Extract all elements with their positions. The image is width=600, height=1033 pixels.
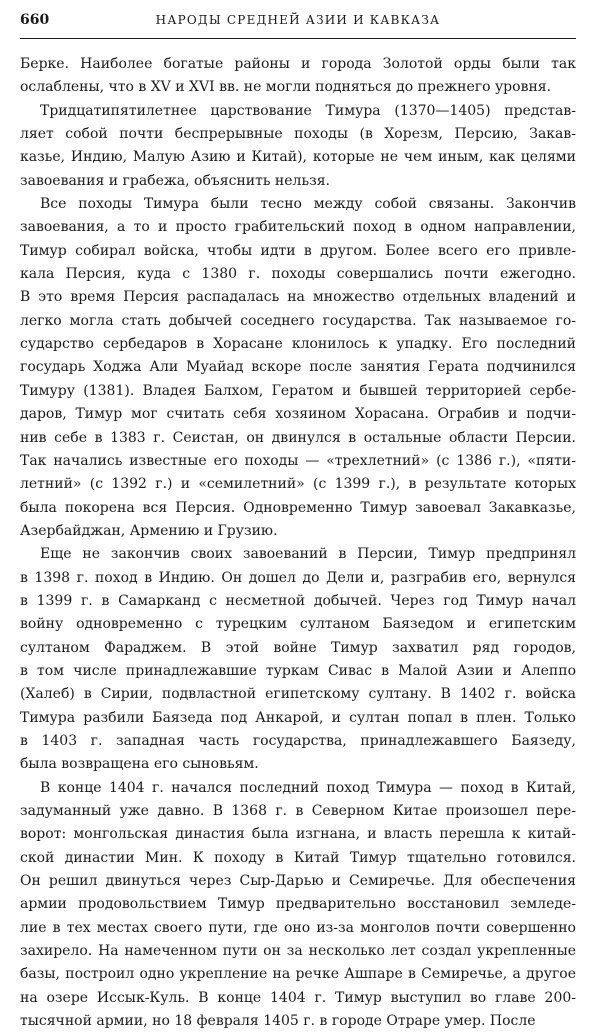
- text-line: завоевания и грабежа, объяснить нельзя.: [20, 172, 330, 189]
- text-line: сударство сербедаров в Хорасане клонилось к упадку. Его последний: [20, 336, 576, 353]
- text-line: была покорена вся Персия. Одновременно Тимур завоевал Закавказье,: [20, 499, 576, 516]
- text-line: Тимуру (1381). Владея Балхом, Гератом и бывшей территорией сербе-: [20, 382, 576, 399]
- text-line: Так начались известные его походы — «трехлетний» (с 1386 г.), «пяти-: [20, 452, 576, 469]
- text-line: завоевания, а то и просто грабительский поход в одном направлении,: [20, 219, 576, 236]
- page-body: [20, 53, 576, 1033]
- paragraph: [20, 543, 576, 776]
- paragraph: [20, 100, 576, 193]
- text-line: Тимур собирал войска, чтобы идти в другом. Более всего его привле-: [20, 242, 576, 259]
- text-line: султаном Фараджем. В этой войне Тимур захватил ряд городов,: [20, 639, 576, 656]
- book-page: [20, 12, 576, 1033]
- text-line: кала Персия, куда с 1380 г. походы совершались почти ежегодно.: [20, 266, 576, 283]
- text-line: в 1403 г. западная часть государства, принадлежавшего Баязеду,: [20, 732, 576, 749]
- page-number: 660: [20, 12, 50, 28]
- paragraph: [20, 193, 576, 543]
- text-line: ослаблены, что в XV и XVI вв. не могли подняться до прежнего уровня.: [20, 79, 552, 96]
- text-line: Еще не закончив своих завоеваний в Персии, Тимур предпринял: [40, 546, 576, 563]
- text-line: казье, Индию, Малую Азию и Китай), которые не чем иным, как целями: [20, 149, 576, 166]
- text-line: была возвращена его сыновьям.: [20, 756, 259, 773]
- text-line: В конце 1404 г. начался последний поход Тимура — поход в Китай,: [40, 779, 576, 796]
- page-header: [20, 12, 576, 39]
- text-line: нив себе в 1383 г. Сеистан, он двинулся в остальные области Персии.: [20, 429, 576, 446]
- text-line: ской династии Мин. К походу в Китай Тимур тщательно готовился.: [20, 849, 576, 866]
- text-line: Азербайджан, Армению и Грузию.: [20, 522, 278, 539]
- text-line: базы, построил одно укрепление на речке Ашпаре в Семиречье, а другое: [20, 966, 576, 983]
- text-line: задуманный уже давно. В 1368 г. в Северном Китае произошел пере-: [20, 803, 576, 819]
- text-line: в том числе принадлежавшие туркам Сивас в Малой Азии и Алеппо: [20, 662, 576, 679]
- text-line: даров, Тимур мог считать себя хозяином Хорасана. Ограбив и подчи-: [20, 406, 576, 423]
- text-line: войну одновременно с турецким султаном Баязедом и египетским: [20, 616, 576, 633]
- text-line: ворот: монгольская династия была изгнана, и власть перешла к китай-: [20, 826, 576, 843]
- text-line: Тридцатипятилетнее царствование Тимура (1370—1405) представ-: [40, 102, 576, 119]
- text-line: тысячной армии, но 18 февраля 1405 г. в городе Отраре умер. После: [20, 1013, 536, 1030]
- text-line: Берке. Наиболее богатые районы и города Золотой орды были так: [20, 56, 576, 72]
- text-line: летний» (с 1392 г.) и «семилетний» (с 1399 г.), в результате которых: [20, 476, 576, 493]
- paragraph: [20, 53, 576, 100]
- text-line: в 1398 г. поход в Индию. Он дошел до Дели и, разграбив его, вернулся: [20, 569, 576, 586]
- text-line: лие в тех местах своего пути, где оно из-за монголов почти совершенно: [20, 919, 576, 936]
- text-line: В это время Персия распадалась на множество отдельных владений и: [20, 289, 576, 306]
- text-line: Он решил двинуться через Сыр-Дарью и Семиречье. Для обеспечения: [20, 873, 576, 890]
- text-line: легко могла стать добычей соседнего государства. Так называемое го-: [20, 312, 576, 329]
- paragraph: [20, 777, 576, 1033]
- running-title: НАРОДЫ СРЕДНЕЙ АЗИИ И КАВКАЗА: [155, 13, 441, 27]
- text-line: армии продовольствием Тимур предварительно восстановил земледе-: [20, 896, 576, 913]
- text-line: Все походы Тимура были тесно между собой связаны. Закончив: [40, 196, 576, 213]
- text-line: на озере Иссык-Куль. В конце 1404 г. Тимур выступил во главе 200-: [20, 989, 576, 1006]
- text-line: в 1399 г. в Самарканд с несметной добычей. Через год Тимур начал: [20, 592, 576, 609]
- text-line: ляет собой почти беспрерывные походы (в Хорезм, Персию, Закав-: [20, 126, 576, 143]
- text-line: захирело. На намеченном пути он за несколько лет создал укрепленные: [20, 943, 576, 960]
- text-line: (Халеб) в Сирии, подвластной египетскому султану. В 1402 г. войска: [20, 686, 576, 703]
- text-line: государь Ходжа Али Муайад вскоре после занятия Герата подчинился: [20, 359, 576, 376]
- text-line: Тимура разбили Баязеда под Анкарой, и султан попал в плен. Только: [20, 709, 576, 726]
